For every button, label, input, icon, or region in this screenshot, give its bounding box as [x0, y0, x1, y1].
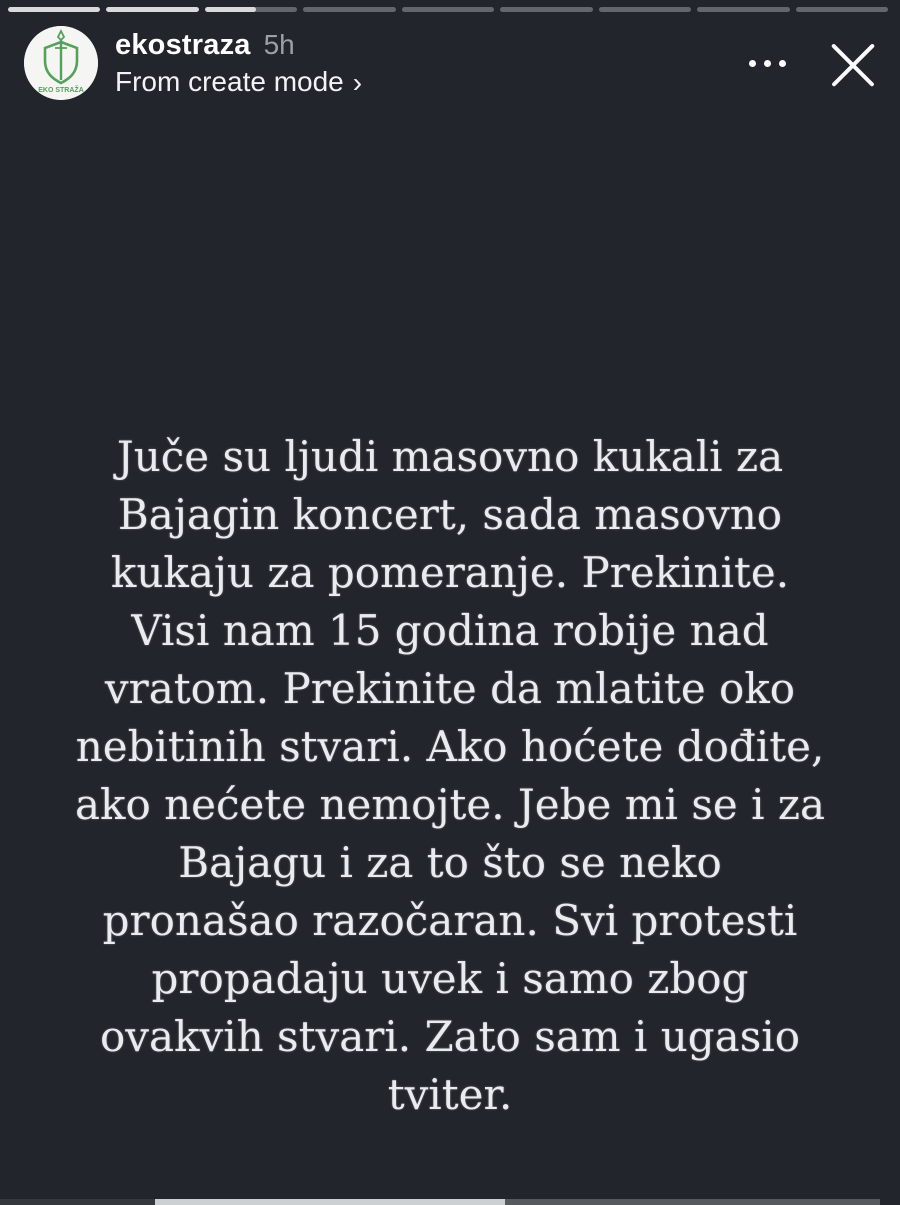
story-caption-text: [0, 428, 900, 1124]
more-options-button[interactable]: [745, 50, 790, 77]
progress-segment: [303, 7, 395, 12]
eko-straza-logo-icon: [24, 26, 98, 100]
progress-segment: [500, 7, 592, 12]
ellipsis-dot: [779, 60, 786, 67]
avatar[interactable]: [24, 26, 98, 100]
avatar-label: EKO STRAŽA: [38, 87, 84, 94]
progress-segment: [106, 7, 198, 12]
bottom-progress-played: [155, 1199, 505, 1205]
caption-line: kukaju za pomeranje. Prekinite.: [110, 548, 790, 597]
caption-line: Visi nam 15 godina robije nad: [131, 606, 769, 655]
source-label: From create mode: [115, 65, 344, 97]
caption-line: vratom. Prekinite da mlatite oko: [104, 664, 796, 713]
progress-segment: [402, 7, 494, 12]
caption-line: ako nećete nemojte. Jebe mi se i za: [74, 780, 826, 829]
progress-segment: [205, 7, 297, 12]
progress-segment: [796, 7, 888, 12]
caption-line: Bajagin koncert, sada masovno: [117, 490, 783, 539]
story-timestamp: 5h: [263, 28, 295, 60]
caption-line: ovakvih stvari. Zato sam i ugasio: [99, 1012, 800, 1061]
source-link[interactable]: [115, 66, 362, 98]
close-button[interactable]: [828, 40, 878, 90]
ellipsis-dot: [749, 60, 756, 67]
progress-segment: [599, 7, 691, 12]
chevron-right-icon: ›: [352, 66, 363, 98]
caption-line: propadaju uvek i samo zbog: [151, 954, 749, 1003]
user-row: [115, 29, 362, 62]
username[interactable]: ekostraza: [115, 28, 251, 61]
caption-line: nebitinih stvari. Ako hoćete dođite,: [75, 722, 825, 771]
caption-line: pronašao razočaran. Svi protesti: [102, 896, 798, 945]
user-block: [115, 29, 362, 98]
bottom-progress-buffered: [505, 1199, 880, 1205]
progress-segment: [8, 7, 100, 12]
header-actions: [745, 36, 878, 90]
ellipsis-dot: [764, 60, 771, 67]
caption-line: Bajagu i za to što se neko: [178, 838, 722, 887]
progress-segment: [697, 7, 789, 12]
caption-line: Juče su ljudi masovno kukali za: [116, 432, 784, 481]
bottom-progress-bar: [0, 1199, 900, 1205]
story-header: [24, 26, 878, 100]
caption-line: tviter.: [387, 1070, 513, 1119]
story-progress-bar: [8, 7, 888, 12]
